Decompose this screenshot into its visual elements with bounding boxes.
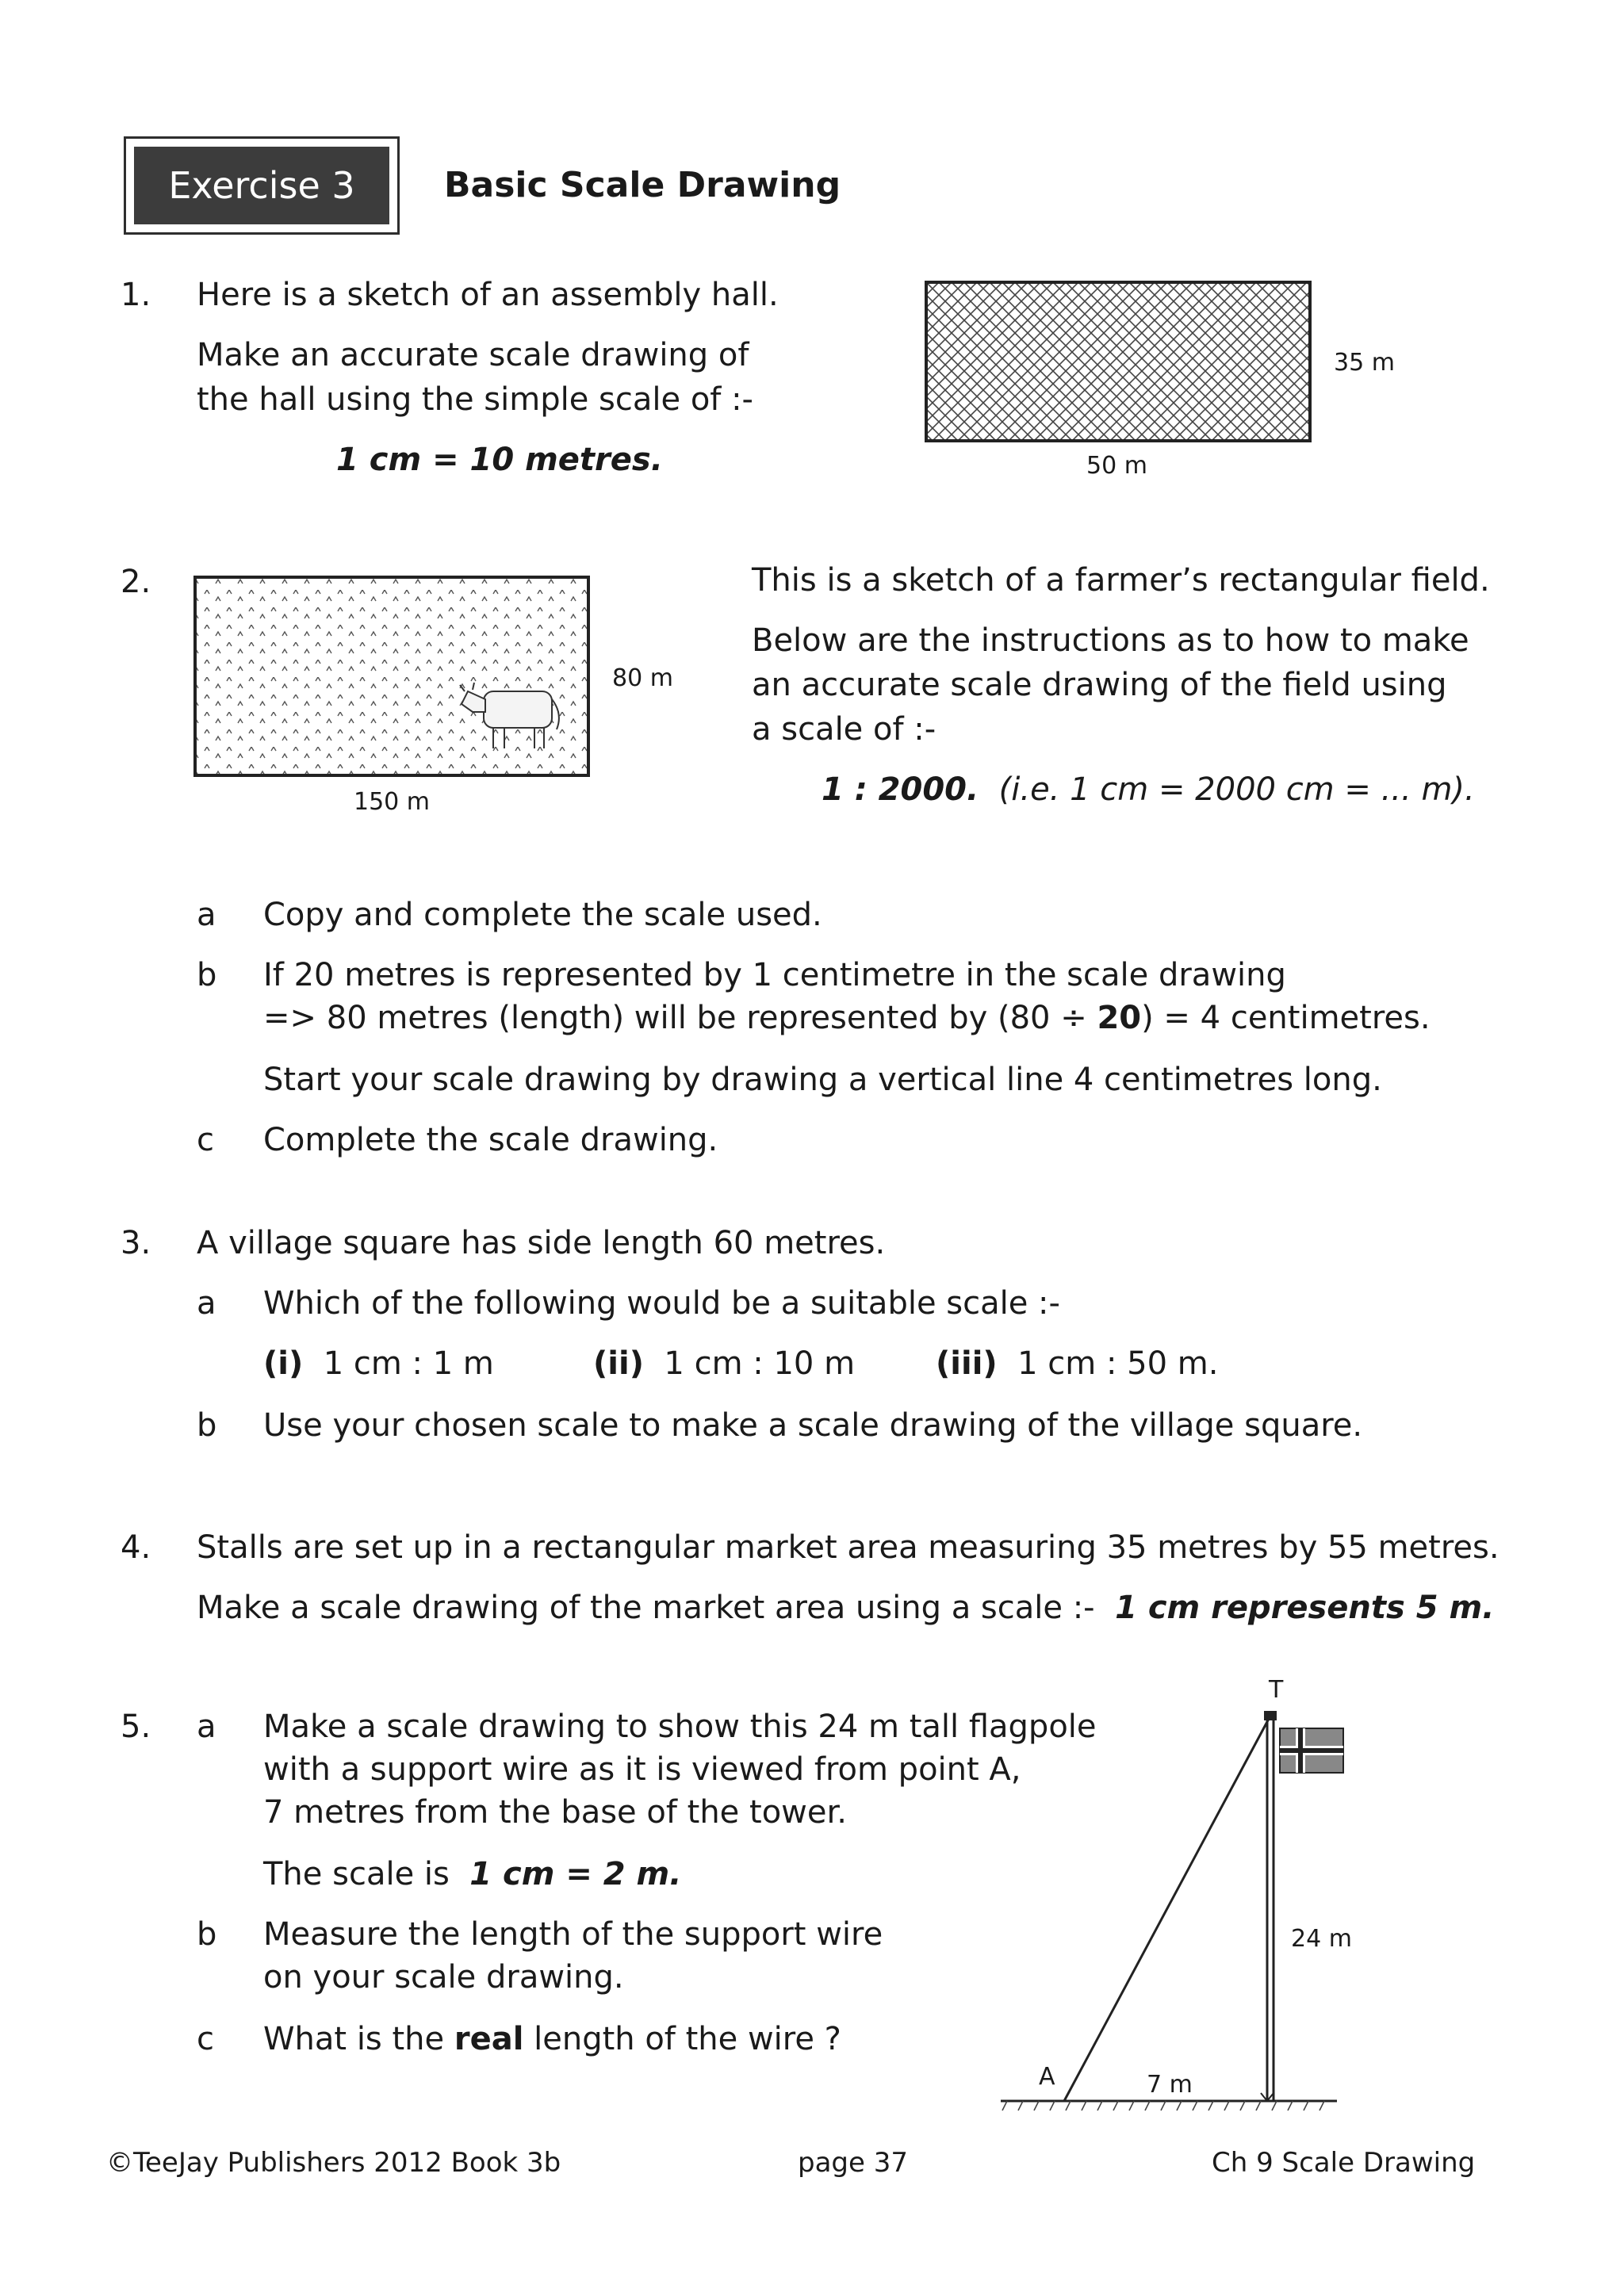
q1-scale: 1 cm = 10 metres. <box>336 442 663 478</box>
q4-line2-row <box>197 1586 1494 1630</box>
q3-part-b: Use your chosen scale to make a scale drawing of the village square. <box>263 1407 1363 1444</box>
q5-scale-row <box>263 1852 681 1896</box>
q3-number: 3. <box>121 1225 151 1261</box>
q4-line2: Make a scale drawing of the market area using a scale :- <box>197 1590 1095 1626</box>
q2-part-b-line2-pre: => 80 metres (length) will be represented by (80 ÷ <box>263 1000 1097 1036</box>
exercise-badge <box>124 136 400 235</box>
q2-intro4: a scale of :- <box>752 711 936 748</box>
hall-rectangle <box>926 282 1310 441</box>
q5-part-b-letter: b <box>197 1916 217 1953</box>
q3-option-2-text: 1 cm : 10 m <box>664 1345 856 1382</box>
q3-option-1-text: 1 cm : 1 m <box>323 1345 494 1382</box>
q2-scale-line <box>822 767 1475 812</box>
q3-option-2-label: (ii) <box>593 1345 644 1382</box>
q2-width-label: 150 m <box>354 788 431 816</box>
field-rectangle <box>195 577 588 775</box>
footer-chapter: Ch 9 Scale Drawing <box>1212 2147 1476 2179</box>
assembly-hall-sketch <box>920 276 1316 450</box>
q1-height-label: 35 m <box>1334 349 1395 377</box>
q1-number: 1. <box>121 277 151 313</box>
q1-line1: Here is a sketch of an assembly hall. <box>197 277 779 313</box>
q5-part-c <box>263 2017 841 2061</box>
point-t-label: T <box>1269 1676 1284 1704</box>
q2-part-c-letter: c <box>197 1122 214 1158</box>
footer-page-number: page 37 <box>798 2147 908 2179</box>
q5-scale: 1 cm = 2 m. <box>469 1856 682 1892</box>
support-wire <box>1064 1719 1269 2101</box>
q2-number: 2. <box>121 564 151 600</box>
q2-part-a-letter: a <box>197 897 216 933</box>
q2-part-b-line2 <box>263 996 1431 1040</box>
q5-scale-pre: The scale is <box>263 1856 450 1892</box>
q2-intro2: Below are the instructions as to how to make <box>752 622 1469 659</box>
q4-line1: Stalls are set up in a rectangular market area measuring 35 metres by 55 metres. <box>197 1529 1500 1566</box>
q5-part-a-line1: Make a scale drawing to show this 24 m tall flagpole <box>263 1709 1097 1745</box>
flagpole <box>1264 1711 1277 2101</box>
exercise-label: Exercise 3 <box>134 147 389 224</box>
page-title: Basic Scale Drawing <box>444 165 841 205</box>
q3-option-1-label: (i) <box>263 1345 304 1382</box>
q3-option-3-text: 1 cm : 50 m. <box>1017 1345 1219 1382</box>
q2-part-b-letter: b <box>197 957 217 993</box>
q2-part-b-line2-bold: 20 <box>1097 1000 1142 1036</box>
q5-part-c-post: length of the wire ? <box>523 2021 841 2057</box>
q5-part-b-line2: on your scale drawing. <box>263 1959 624 1996</box>
q1-line3: the hall using the simple scale of :- <box>197 381 753 418</box>
q3-option-1 <box>263 1341 494 1386</box>
q3-part-b-letter: b <box>197 1407 217 1444</box>
q5-part-a-line3: 7 metres from the base of the tower. <box>263 1794 847 1831</box>
field-sketch <box>190 572 595 782</box>
q3-option-3-label: (iii) <box>936 1345 998 1382</box>
footer-copyright: ©TeeJay Publishers 2012 Book 3b <box>106 2147 561 2179</box>
ground-line <box>1001 2101 1337 2110</box>
q2-height-label: 80 m <box>612 664 673 692</box>
q5-part-b-line1: Measure the length of the support wire <box>263 1916 883 1953</box>
q5-part-a-line2: with a support wire as it is viewed from point A, <box>263 1751 1021 1788</box>
q1-line2: Make an accurate scale drawing of <box>197 337 749 373</box>
q3-option-2 <box>593 1341 855 1386</box>
q2-part-a: Copy and complete the scale used. <box>263 897 822 933</box>
q3-option-3 <box>936 1341 1218 1386</box>
q3-part-a: Which of the following would be a suitable scale :- <box>263 1285 1060 1322</box>
q5-number: 5. <box>121 1709 151 1745</box>
q2-intro3: an accurate scale drawing of the field using <box>752 667 1447 703</box>
q4-number: 4. <box>121 1529 151 1566</box>
height-label: 24 m <box>1291 1925 1352 1953</box>
q2-scale-note: (i.e. 1 cm = 2000 cm = ... m). <box>998 771 1475 808</box>
flag-icon <box>1280 1728 1343 1773</box>
q3-part-a-letter: a <box>197 1285 216 1322</box>
q2-part-b-line2-post: ) = 4 centimetres. <box>1141 1000 1431 1036</box>
q2-part-c: Complete the scale drawing. <box>263 1122 718 1158</box>
q5-part-c-bold: real <box>454 2021 524 2057</box>
point-a-label: A <box>1039 2063 1055 2091</box>
q4-scale: 1 cm represents 5 m. <box>1115 1590 1495 1626</box>
q5-part-a-letter: a <box>197 1709 216 1745</box>
q2-part-b-line1: If 20 metres is represented by 1 centimetre in the scale drawing <box>263 957 1286 993</box>
q3-intro: A village square has side length 60 metres. <box>197 1225 886 1261</box>
base-label: 7 m <box>1147 2071 1193 2099</box>
q1-width-label: 50 m <box>1086 452 1147 480</box>
q2-scale-ratio: 1 : 2000. <box>822 771 979 808</box>
q5-part-c-pre: What is the <box>263 2021 454 2057</box>
q2-part-b-line3: Start your scale drawing by drawing a vertical line 4 centimetres long. <box>263 1062 1382 1098</box>
q5-part-c-letter: c <box>197 2021 214 2057</box>
flagpole-diagram <box>991 1673 1356 2125</box>
q2-intro1: This is a sketch of a farmer’s rectangular field. <box>752 562 1490 599</box>
